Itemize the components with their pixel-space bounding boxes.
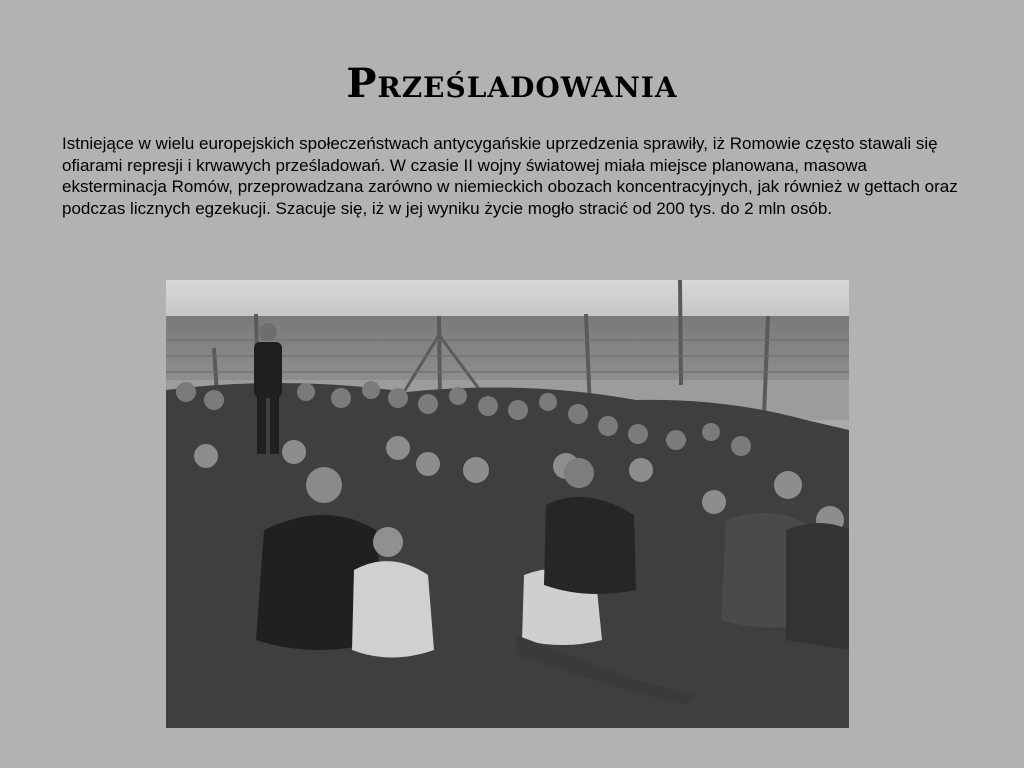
historical-photo [166,280,849,728]
slide-title: Prześladowania [346,60,678,107]
slide-body-text: Istniejące w wielu europejskich społeczeństwach antycygańskie uprzedzenia sprawiły, iż Romowie często stawali się ofiarami represji i krwawych prześladowań. W czasie II wojny światowej miała miejsce planowana, masowa eksterminacja Romów, przeprowadzana zarówno w niemieckich obozach koncentracyjnych, jak również w gettach oraz podczas licznych egzekucji. Szacuje się, iż w jej wyniku życie mogło stracić od 200 tys. do 2 mln osób. [62,134,958,218]
sky [166,280,849,320]
photo-illustration [166,280,849,728]
